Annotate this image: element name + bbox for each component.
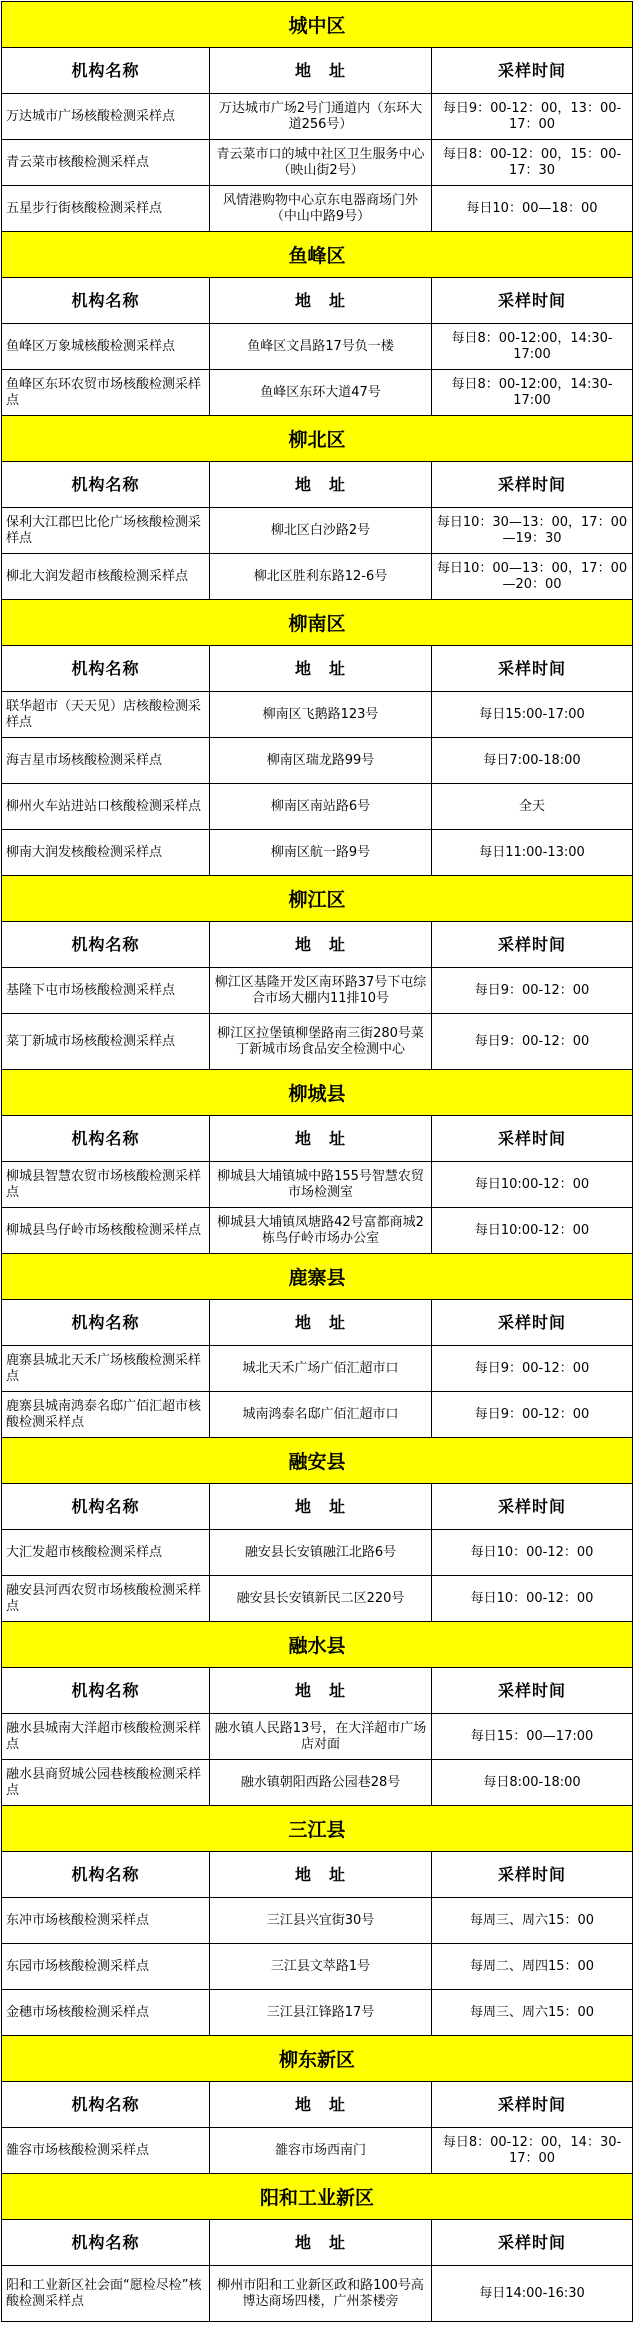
site-time: 每日10:00-12：00 [431,1162,633,1207]
header-address: 地 址 [209,922,431,967]
header-address: 地 址 [209,1484,431,1529]
table-header-row [1,1668,633,1714]
table-row [1,140,633,186]
site-time: 每日9：00-12：00 [431,968,633,1013]
site-time: 每日8：00-12：00，15：00-17：30 [431,140,633,185]
header-address: 地 址 [209,1668,431,1713]
site-name: 鱼峰区东环农贸市场核酸检测采样点 [1,370,209,415]
site-name: 融安县河西农贸市场核酸检测采样点 [1,1576,209,1621]
site-name: 鱼峰区万象城核酸检测采样点 [1,324,209,369]
section-title: 鱼峰区 [1,232,633,278]
header-time: 采样时间 [431,1116,633,1161]
table-row [1,830,633,876]
table-row [1,2266,633,2322]
site-name: 鹿寨县城北天禾广场核酸检测采样点 [1,1346,209,1391]
site-address: 三江县江锋路17号 [209,1990,431,2035]
header-time: 采样时间 [431,462,633,507]
header-name: 机构名称 [1,1300,209,1345]
header-time: 采样时间 [431,922,633,967]
site-address: 融安县长安镇新民二区220号 [209,1576,431,1621]
section-title: 三江县 [1,1806,633,1852]
section-title: 柳城县 [1,1070,633,1116]
table-row [1,968,633,1014]
site-address: 风情港购物中心京东电器商场门外（中山中路9号） [209,186,431,231]
header-name: 机构名称 [1,2220,209,2265]
site-time: 每日7:00-18:00 [431,738,633,783]
site-name: 东冲市场核酸检测采样点 [1,1898,209,1943]
site-name: 柳州火车站进站口核酸检测采样点 [1,784,209,829]
table-row [1,1944,633,1990]
site-name: 保利大江郡巴比伦广场核酸检测采样点 [1,508,209,553]
site-address: 柳南区飞鹅路123号 [209,692,431,737]
table-row [1,1898,633,1944]
site-time: 每日15：00—17:00 [431,1714,633,1759]
site-name: 阳和工业新区社会面“愿检尽检”核酸检测采样点 [1,2266,209,2321]
table-row [1,1392,633,1438]
site-name: 青云菜市核酸检测采样点 [1,140,209,185]
section-title: 柳南区 [1,600,633,646]
site-address: 融水镇朝阳西路公园巷28号 [209,1760,431,1805]
table-header-row [1,1116,633,1162]
site-time: 每日9：00-12：00 [431,1392,633,1437]
header-name: 机构名称 [1,1116,209,1161]
site-time: 每周三、周六15：00 [431,1990,633,2035]
section-title: 融安县 [1,1438,633,1484]
site-time: 每日8:00-18:00 [431,1760,633,1805]
table-header-row [1,2082,633,2128]
site-address: 青云菜市口的城中社区卫生服务中心（映山街2号） [209,140,431,185]
site-time: 每日9：00-12：00 [431,1014,633,1069]
site-name: 万达城市广场核酸检测采样点 [1,94,209,139]
header-address: 地 址 [209,2082,431,2127]
header-address: 地 址 [209,1300,431,1345]
table-row [1,738,633,784]
table-header-row [1,2220,633,2266]
site-name: 雒容市场核酸检测采样点 [1,2128,209,2173]
table-row [1,1576,633,1622]
header-time: 采样时间 [431,1668,633,1713]
table-row [1,324,633,370]
table-header-row [1,1852,633,1898]
table-row [1,1346,633,1392]
table-row [1,1714,633,1760]
site-time: 全天 [431,784,633,829]
site-address: 鱼峰区文昌路17号负一楼 [209,324,431,369]
site-address: 三江县兴宜街30号 [209,1898,431,1943]
site-name: 东园市场核酸检测采样点 [1,1944,209,1989]
table-row [1,784,633,830]
site-time: 每日10:00-12：00 [431,1208,633,1253]
site-time: 每日9：00-12：00，13：00-17：00 [431,94,633,139]
site-name: 柳北大润发超市核酸检测采样点 [1,554,209,599]
table-row [1,370,633,416]
table-row [1,1530,633,1576]
table-row [1,1760,633,1806]
site-address: 柳江区基隆开发区南环路37号下屯综合市场大棚内11排10号 [209,968,431,1013]
header-address: 地 址 [209,462,431,507]
site-address: 城南鸿泰名邸广佰汇超市口 [209,1392,431,1437]
header-name: 机构名称 [1,48,209,93]
site-time: 每日9：00-12：00 [431,1346,633,1391]
site-time: 每日11:00-13:00 [431,830,633,875]
site-time: 每周三、周六15：00 [431,1898,633,1943]
header-time: 采样时间 [431,1484,633,1529]
site-time: 每日8：00-12:00，14:30-17:00 [431,324,633,369]
table-row [1,186,633,232]
site-address: 万达城市广场2号门通道内（东环大道256号） [209,94,431,139]
section-title: 阳和工业新区 [1,2174,633,2220]
site-address: 柳北区胜利东路12-6号 [209,554,431,599]
table-row [1,94,633,140]
site-address: 柳江区拉堡镇柳堡路南三街280号菜丁新城市场食品安全检测中心 [209,1014,431,1069]
table-header-row [1,646,633,692]
header-name: 机构名称 [1,922,209,967]
table-header-row [1,922,633,968]
header-time: 采样时间 [431,1852,633,1897]
header-name: 机构名称 [1,1852,209,1897]
header-name: 机构名称 [1,278,209,323]
table-header-row [1,1484,633,1530]
site-time: 每日8：00-12：00，14：30-17：00 [431,2128,633,2173]
table-row [1,692,633,738]
site-address: 鱼峰区东环大道47号 [209,370,431,415]
header-time: 采样时间 [431,2220,633,2265]
table-row [1,1208,633,1254]
site-name: 联华超市（天天见）店核酸检测采样点 [1,692,209,737]
section-title: 柳北区 [1,416,633,462]
header-time: 采样时间 [431,278,633,323]
site-address: 雒容市场西南门 [209,2128,431,2173]
site-time: 每日15:00-17:00 [431,692,633,737]
site-name: 金穗市场核酸检测采样点 [1,1990,209,2035]
site-time: 每日10：00—18：00 [431,186,633,231]
section-title: 鹿寨县 [1,1254,633,1300]
section-title: 柳江区 [1,876,633,922]
site-name: 柳城县鸟仔岭市场核酸检测采样点 [1,1208,209,1253]
table-row [1,2128,633,2174]
site-time: 每日14:00-16:30 [431,2266,633,2321]
site-address: 柳城县大埔镇城中路155号智慧农贸市场检测室 [209,1162,431,1207]
site-name: 柳城县智慧农贸市场核酸检测采样点 [1,1162,209,1207]
site-time: 每日8：00-12:00，14:30-17:00 [431,370,633,415]
table-row [1,1014,633,1070]
sampling-sites-table [1,1,633,2322]
section-title: 融水县 [1,1622,633,1668]
site-address: 融安县长安镇融江北路6号 [209,1530,431,1575]
header-address: 地 址 [209,1852,431,1897]
section-title: 城中区 [1,2,633,48]
table-row [1,1990,633,2036]
site-time: 每周二、周四15：00 [431,1944,633,1989]
site-address: 柳南区瑞龙路99号 [209,738,431,783]
site-time: 每日10：00-12：00 [431,1576,633,1621]
table-header-row [1,462,633,508]
header-name: 机构名称 [1,1668,209,1713]
header-time: 采样时间 [431,2082,633,2127]
site-time: 每日10：30—13：00，17：00—19：30 [431,508,633,553]
site-address: 三江县文萃路1号 [209,1944,431,1989]
site-name: 菜丁新城市场核酸检测采样点 [1,1014,209,1069]
site-name: 鹿寨县城南鸿泰名邸广佰汇超市核酸检测采样点 [1,1392,209,1437]
header-name: 机构名称 [1,646,209,691]
header-address: 地 址 [209,278,431,323]
site-address: 柳城县大埔镇凤塘路42号富都商城2栋鸟仔岭市场办公室 [209,1208,431,1253]
site-address: 柳南区南站路6号 [209,784,431,829]
header-address: 地 址 [209,646,431,691]
header-time: 采样时间 [431,1300,633,1345]
site-name: 大汇发超市核酸检测采样点 [1,1530,209,1575]
header-address: 地 址 [209,48,431,93]
site-address: 柳南区航一路9号 [209,830,431,875]
site-address: 城北天禾广场广佰汇超市口 [209,1346,431,1391]
table-row [1,508,633,554]
site-name: 融水县商贸城公园巷核酸检测采样点 [1,1760,209,1805]
site-time: 每日10：00—13：00，17：00—20：00 [431,554,633,599]
section-title: 柳东新区 [1,2036,633,2082]
site-name: 海吉星市场核酸检测采样点 [1,738,209,783]
site-name: 融水县城南大洋超市核酸检测采样点 [1,1714,209,1759]
site-address: 柳北区白沙路2号 [209,508,431,553]
header-time: 采样时间 [431,48,633,93]
table-row [1,554,633,600]
table-header-row [1,48,633,94]
site-address: 融水镇人民路13号，在大洋超市广场店对面 [209,1714,431,1759]
table-header-row [1,278,633,324]
site-name: 柳南大润发核酸检测采样点 [1,830,209,875]
table-header-row [1,1300,633,1346]
header-time: 采样时间 [431,646,633,691]
site-time: 每日10：00-12：00 [431,1530,633,1575]
site-address: 柳州市阳和工业新区政和路100号高博达商场四楼，广州茶楼旁 [209,2266,431,2321]
header-name: 机构名称 [1,2082,209,2127]
header-address: 地 址 [209,2220,431,2265]
header-address: 地 址 [209,1116,431,1161]
header-name: 机构名称 [1,1484,209,1529]
site-name: 基隆下屯市场核酸检测采样点 [1,968,209,1013]
header-name: 机构名称 [1,462,209,507]
table-row [1,1162,633,1208]
site-name: 五星步行街核酸检测采样点 [1,186,209,231]
